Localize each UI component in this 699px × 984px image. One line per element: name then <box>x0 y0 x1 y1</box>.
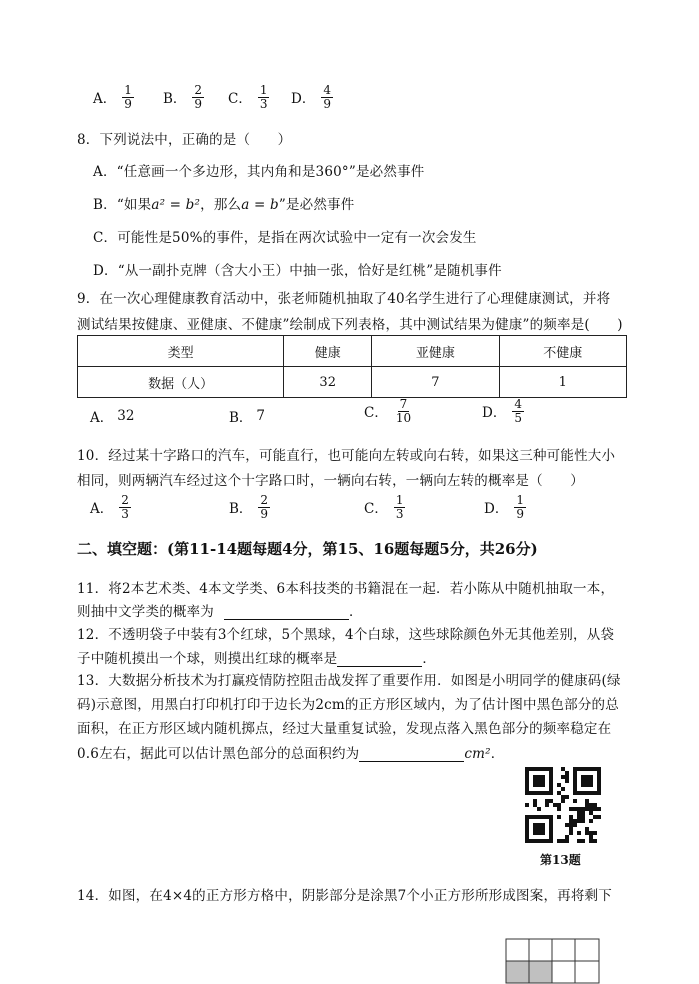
grid-cell <box>506 939 529 961</box>
q8-option-a: A．“任意画一个多边形，其内角和是360°”是必然事件 <box>93 164 425 180</box>
answer-blank[interactable] <box>224 619 349 620</box>
answer-blank[interactable] <box>359 761 464 762</box>
table-header-cell: 类型 <box>78 336 284 367</box>
figure-caption: 第13题 <box>540 853 581 867</box>
grid-cell <box>575 939 599 961</box>
fraction: $\frac{1}{9}$ <box>516 493 524 521</box>
table-cell: 32 <box>284 367 372 398</box>
q11-line-2: 则抽中文学类的概率为 ． <box>77 604 363 620</box>
grid-cell <box>575 961 599 983</box>
q10-option-c: C． $\frac{1}{3}$ <box>364 493 404 521</box>
q7-option-b: B． $\frac{2}{9}$ <box>163 83 203 111</box>
math: a² = b² <box>151 197 201 213</box>
q9-table <box>77 335 627 398</box>
fraction: $\frac{2}{9}$ <box>194 83 203 111</box>
q9-option-b: B． 7 <box>229 408 266 426</box>
grid-cell <box>552 939 575 961</box>
grid-cell <box>552 961 575 983</box>
table-header-cell: 亚健康 <box>372 336 499 367</box>
fraction: $\frac{1}{9}$ <box>124 83 132 111</box>
q9-line-1: 9．在一次心理健康教育活动中，张老师随机抽取了40名学生进行了心理健康测试，并将 <box>77 291 611 307</box>
fraction: $\frac{1}{3}$ <box>259 83 268 111</box>
q11-line-1: 11．将2本艺术类、4本文学类、6本科技类的书籍混在一起．若小陈从中随机抽取一本， <box>77 581 615 597</box>
q7-option-d: D． $\frac{4}{9}$ <box>291 83 331 111</box>
q10-option-a: A． $\frac{2}{3}$ <box>90 493 129 521</box>
grid-cell-shaded <box>506 961 529 983</box>
q13-line-4: 0.6左右，据此可以估计黑色部分的总面积约为 cm²． <box>77 746 505 762</box>
q9-option-d: D． $\frac{4}{5}$ <box>482 397 522 425</box>
q10-line-2: 相同，则两辆汽车经过这个十字路口时，一辆向右转，一辆向左转的概率是（ ） <box>77 473 584 489</box>
grid-cell-shaded <box>529 961 552 983</box>
fraction: $\frac{1}{3}$ <box>395 493 404 521</box>
q8-option-c: C．可能性是50%的事件，是指在两次试验中一定有一次会发生 <box>93 230 477 246</box>
q9-option-c: C． $\frac{7}{10}$ <box>364 397 412 425</box>
answer-blank[interactable] <box>337 666 422 667</box>
q12-line-1: 12．不透明袋子中装有3个红球，5个黑球，4个白球，这些球除颜色外无其他差别，从袋 <box>77 627 615 643</box>
q10-line-1: 10．经过某十字路口的汽车，可能直行，也可能向左转或向右转，如果这三种可能性大小 <box>77 448 616 464</box>
q13-line-2: 码)示意图，用黑白打印机打印于边长为2cm的正方形区域内，为了估计图中黑色部分的总 <box>77 697 619 713</box>
qr-code-icon <box>525 767 601 843</box>
q10-option-d: D． $\frac{1}{9}$ <box>484 493 524 521</box>
table-row <box>78 367 627 398</box>
q12-line-2: 子中随机摸出一个球，则摸出红球的概率是 ． <box>77 651 437 667</box>
table-row <box>78 336 627 367</box>
table-header-cell: 不健康 <box>499 336 626 367</box>
q14-line-1: 14．如图，在4×4的正方形方格中，阴影部分是涂黑7个小正方形所形成图案，再将剩下 <box>77 888 612 904</box>
q9-option-a: A． 32 <box>90 408 135 426</box>
q13-line-3: 面积，在正方形区域内随机掷点，经过大量重复试验，发现点落入黑色部分的频率稳定在 <box>77 721 612 737</box>
q9-line-2: 测试结果按健康、亚健康、不健康”绘制成下列表格，其中测试结果为健康”的频率是( ) <box>77 317 623 333</box>
fraction: $\frac{2}{9}$ <box>260 493 269 521</box>
table-cell: 数据（人） <box>78 367 284 398</box>
grid-cell <box>529 939 552 961</box>
fraction: $\frac{7}{10}$ <box>395 397 412 425</box>
q8-option-b: B．“如果a² = b²，那么a = b”是必然事件 <box>93 197 355 213</box>
q8-option-d: D．“从一副扑克牌（含大小王）中抽一张，恰好是红桃”是随机事件 <box>93 263 502 279</box>
section-heading: 二、填空题：(第11-14题每题4分，第15、16题每题5分，共26分) <box>77 540 538 558</box>
table-cell: 1 <box>499 367 626 398</box>
q10-option-b: B． $\frac{2}{9}$ <box>229 493 269 521</box>
q13-line-1: 13．大数据分析技术为打赢疫情防控阻击战发挥了重要作用．如图是小明同学的健康码(绿 <box>77 673 621 689</box>
math: a = b <box>241 197 279 213</box>
table-header-cell: 健康 <box>284 336 372 367</box>
q7-option-a: A． $\frac{1}{9}$ <box>93 83 132 111</box>
table-cell: 7 <box>372 367 499 398</box>
fraction: $\frac{2}{3}$ <box>121 493 129 521</box>
q7-option-c: C． $\frac{1}{3}$ <box>228 83 268 111</box>
fraction: $\frac{4}{5}$ <box>514 397 522 425</box>
q8-stem: 8．下列说法中，正确的是（ ） <box>77 132 292 148</box>
fraction: $\frac{4}{9}$ <box>323 83 331 111</box>
grid-figure <box>505 938 602 984</box>
